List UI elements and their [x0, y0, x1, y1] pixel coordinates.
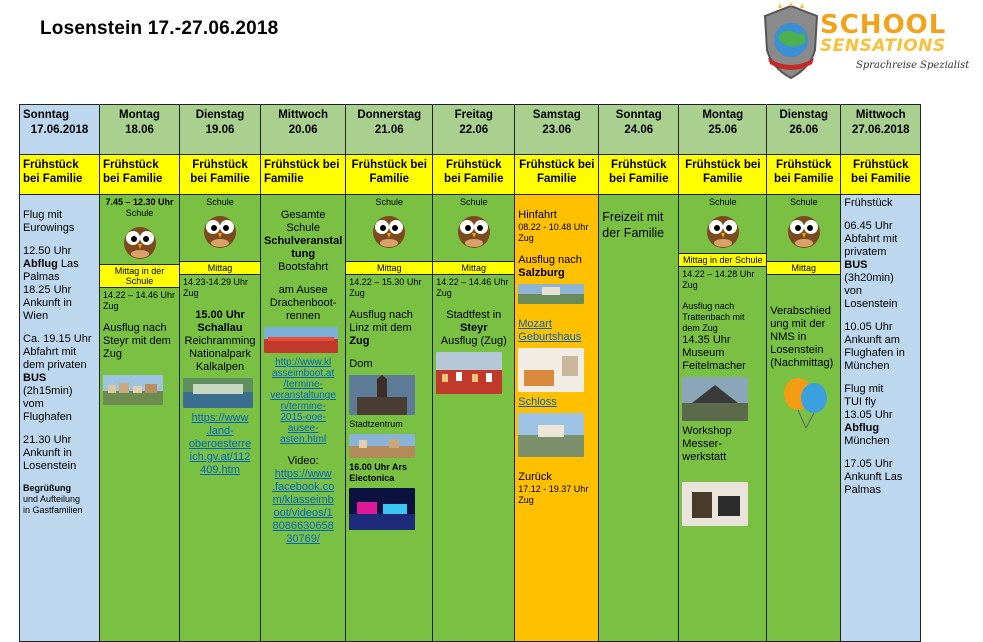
text-bold: Steyr	[460, 322, 488, 334]
text-line: Ausflug nach	[682, 301, 735, 311]
day-name: Montag	[702, 109, 744, 121]
text-line: Losenstein	[770, 344, 824, 356]
text-line: Flughafen	[23, 411, 72, 423]
text-line: Flug mit	[23, 209, 63, 221]
owl-icon	[122, 222, 158, 260]
day-name: Freitag	[454, 109, 493, 121]
day-date: 17.06.2018	[30, 124, 89, 136]
text-line: Ankunft Las	[844, 471, 903, 483]
text-bold: 15.00 Uhr	[195, 309, 245, 321]
breakfast-cell: Frühstück bei Familie	[346, 155, 433, 195]
schloss-photo	[518, 413, 584, 457]
day-header	[679, 105, 767, 155]
text-line: von	[844, 285, 863, 297]
day-date: 23.06	[542, 124, 572, 136]
time-text: 08.22 - 10.48 Uhr	[518, 222, 589, 232]
salzburg-photo	[518, 284, 584, 304]
school-label: Schule	[790, 197, 818, 207]
text-bold: BUS	[23, 372, 47, 384]
link-line: .facebook.co	[271, 481, 335, 493]
link-line: veranstaltunge	[270, 390, 336, 401]
text-line: Nationalpark	[189, 348, 251, 360]
text-line: in Gastfamilien	[23, 505, 83, 515]
lunch-label: Mittag	[767, 261, 840, 275]
text-line: TUI fly	[844, 396, 877, 408]
breakfast-cell: Frühstück bei Familie	[679, 155, 767, 195]
day-date: 18.06	[125, 124, 154, 136]
text-line: Verabschied	[770, 305, 831, 317]
link-line: https://www	[274, 468, 332, 480]
ars-electronica-photo	[349, 488, 415, 530]
text-line: Gesamte	[280, 209, 326, 221]
text-bold: Abflug	[23, 258, 58, 270]
page-title: Losenstein 17.-27.06.2018	[40, 18, 279, 39]
train-label: Zug	[103, 301, 119, 311]
owl-icon	[371, 211, 407, 249]
day-date: 19.06	[205, 124, 235, 136]
link-line: m/klasseimb	[272, 494, 334, 506]
text-line: Steyr mit dem	[103, 335, 171, 347]
text-line: (2h15min)	[23, 385, 73, 397]
day-date: 27.06.2018	[851, 124, 910, 136]
day-date: 21.06	[374, 124, 404, 136]
day-date: 24.06	[624, 124, 654, 136]
day-name: Dienstag	[779, 109, 829, 121]
owl-icon	[456, 211, 492, 249]
school-label: Schule	[460, 197, 488, 207]
text-line: 17.05 Uhr	[844, 458, 893, 470]
day-date: 20.06	[288, 124, 318, 136]
text-line: Workshop	[682, 425, 732, 437]
day-header	[100, 105, 180, 155]
text-line: Kalkalpen	[195, 361, 245, 373]
link-line: 409.htm	[200, 464, 240, 476]
lunch-label: Mittag in der Schule	[679, 253, 766, 267]
lunch-label: Mittag	[433, 261, 514, 275]
text-bold: BUS	[844, 259, 868, 271]
day-name: Mittwoch	[855, 109, 906, 121]
text-line: Bootsfahrt	[278, 261, 329, 273]
text-line: Linz mit dem	[349, 322, 412, 334]
breakfast-cell: Frühstück bei Familie	[841, 155, 921, 195]
text-line: Palmas	[844, 484, 881, 496]
school-label: Schule	[125, 208, 154, 218]
text-line: (3h20min)	[844, 272, 894, 284]
link-line: asseimboot.at	[272, 368, 335, 379]
text-line: Ankunft am	[844, 334, 900, 346]
text-line: Feitelmacher	[682, 360, 746, 372]
breakfast-cell: Frühstück bei Familie	[767, 155, 841, 195]
text-line: werkstatt	[682, 451, 727, 463]
text-bold: Electonica	[349, 473, 395, 483]
day-name: Donnerstag	[357, 109, 422, 121]
day-header	[841, 105, 921, 155]
text-line: Ausflug nach	[349, 309, 413, 321]
school-sensations-logo	[760, 2, 980, 82]
text-line: privatem	[844, 246, 887, 258]
workshop-photo	[682, 482, 748, 526]
breakfast-cell: Frühstück bei Familie	[515, 155, 599, 195]
text-line: 21.30 Uhr	[23, 434, 72, 446]
text-line: Messer-	[682, 438, 722, 450]
text-line: Hinfahrt	[518, 209, 557, 221]
text-line: 06.45 Uhr	[844, 220, 893, 232]
text-line: Eurowings	[23, 222, 75, 234]
text-line: Ca. 19.15 Uhr	[23, 333, 92, 345]
train-label: Zug	[518, 233, 534, 243]
owl-icon	[705, 211, 741, 249]
cell-mittwoch-20	[261, 195, 346, 642]
text-line: 13.05 Uhr	[844, 409, 893, 421]
text-line: Museum	[682, 347, 725, 359]
link-line: Mozart	[518, 318, 552, 330]
text-line: Schule	[286, 222, 320, 234]
day-header	[599, 105, 679, 155]
day-header	[20, 105, 100, 155]
train-label: Zug	[349, 288, 365, 298]
lunch-label: Mittag in der Schule	[100, 264, 179, 288]
activity-row	[20, 195, 921, 642]
school-label: Schule	[375, 197, 404, 207]
museum-photo	[682, 377, 748, 421]
day-header	[261, 105, 346, 155]
day-header	[180, 105, 261, 155]
link-line: oot/videos/1	[273, 507, 333, 519]
day-name: Dienstag	[195, 109, 245, 121]
day-header	[515, 105, 599, 155]
text-line: Abfahrt mit	[23, 346, 77, 358]
text-bold: Abflug	[844, 422, 880, 434]
steyr-photo	[103, 375, 163, 405]
breakfast-cell: Frühstück bei Familie	[100, 155, 180, 195]
text-line: Reichramming	[184, 335, 256, 347]
train-time: 14.22 – 14.46 Uhr	[436, 277, 509, 287]
text-line: Abfahrt mit	[844, 233, 898, 245]
breakfast-cell: Frühstück bei Familie	[599, 155, 679, 195]
day-date: 25.06	[708, 124, 738, 136]
breakfast-cell: Frühstück bei Familie	[261, 155, 346, 195]
video-label: Video:	[287, 455, 319, 467]
train-time: 14.23-14.29 Uhr	[183, 277, 249, 287]
text-bold: 16.00 Uhr Ars	[349, 462, 407, 472]
balloons-icon	[776, 374, 836, 430]
text-line: Las	[57, 258, 79, 270]
text-line: 12.50 Uhr	[23, 245, 72, 257]
text-line: Palmas	[23, 271, 60, 283]
owl-icon	[786, 211, 822, 249]
day-name: Montag	[119, 109, 160, 121]
day-name: Sonntag	[23, 109, 69, 121]
train-label: Zug	[183, 288, 199, 298]
text-line: vom	[23, 398, 44, 410]
text-line: Zug	[103, 348, 122, 360]
schloss-link[interactable]: Schloss	[518, 396, 557, 408]
link-line: n/termine-	[280, 401, 326, 412]
train-label: Zug	[436, 288, 452, 298]
cell-sonntag-24	[599, 195, 679, 642]
train-label: Zug	[518, 495, 534, 505]
text-line: 10.05 Uhr	[844, 321, 893, 333]
text-bold: Zug	[349, 335, 370, 347]
text-line: Ankunft in	[23, 297, 72, 309]
link-line: Geburtshaus	[518, 331, 582, 343]
day-name: Mittwoch	[278, 109, 329, 121]
text-line: Ankunft in	[23, 447, 72, 459]
logo-tagline: Sprachreise Spezialist	[856, 60, 970, 71]
text-line: Zurück	[518, 471, 552, 483]
time-text: 17.12 - 19.37 Uhr	[518, 484, 589, 494]
cell-dienstag-19	[180, 195, 261, 642]
train-time: 14.22 – 15.30 Uhr	[349, 277, 422, 287]
text-line: der Familie	[602, 226, 665, 240]
cell-samstag-23	[515, 195, 599, 642]
link-line: 30769/	[286, 533, 320, 545]
text-line: (Nachmittag)	[770, 357, 834, 369]
text-line: Dom	[349, 358, 373, 370]
link-line: ich.gv.at/112	[189, 451, 251, 463]
link-line: asten.html	[280, 434, 327, 445]
cell-mittwoch-27	[841, 195, 921, 642]
logo-line2: SENSATIONS	[820, 36, 946, 56]
kalkalpen-link[interactable]	[183, 412, 257, 477]
breakfast-row	[20, 155, 921, 195]
text-line: NMS in	[770, 331, 807, 343]
train-time: 14.22 – 14.28 Uhr	[682, 269, 755, 279]
logo-line1: SCHOOL	[820, 10, 947, 40]
cell-dienstag-26	[767, 195, 841, 642]
day-header	[433, 105, 515, 155]
schedule-table	[19, 104, 921, 642]
time-text: 7.45 – 12.30 Uhr	[105, 197, 174, 207]
day-date: 22.06	[459, 124, 489, 136]
dragonboat-photo	[264, 327, 338, 353]
text-line: Losenstein	[23, 460, 77, 472]
text-line: Freizeit mit	[602, 210, 664, 224]
link-line: /termine-	[283, 379, 323, 390]
link-line: https://www	[191, 412, 249, 424]
text-line: Ausflug nach	[103, 322, 167, 334]
cell-donnerstag-21	[346, 195, 433, 642]
text-line: rennen	[286, 310, 321, 322]
text-line: Stadtzentrum	[349, 419, 403, 429]
text-line: ung mit der	[770, 318, 826, 330]
text-line: München	[844, 360, 890, 372]
train-time: 14.22 – 14.46 Uhr	[103, 290, 176, 300]
breakfast-cell: Frühstück bei Familie	[180, 155, 261, 195]
dragonboat-link[interactable]	[264, 357, 342, 445]
text-bold: Salzburg	[518, 267, 565, 279]
text-line: Ausflug nach	[518, 254, 582, 266]
text-bold: Begrüßung	[23, 483, 71, 493]
stadtzentrum-photo	[349, 434, 415, 458]
cell-sonntag-17	[20, 195, 100, 642]
day-header	[346, 105, 433, 155]
text-line: Stadtfest in	[446, 309, 502, 321]
text-line: Trattenbach mit	[682, 312, 745, 322]
link-line: http://www.kl	[275, 357, 332, 368]
crest-icon	[760, 2, 822, 80]
lunch-label: Mittag	[180, 261, 260, 275]
link-line: ausee-	[287, 423, 319, 434]
mozart-link[interactable]	[518, 318, 595, 344]
day-header-row	[20, 105, 921, 155]
school-label: Schule	[206, 197, 234, 207]
cell-freitag-22	[433, 195, 515, 642]
text-line: Drachenboot-	[269, 297, 337, 309]
day-name: Sonntag	[615, 109, 662, 121]
text-line: dem privaten	[23, 359, 87, 371]
owl-icon	[202, 211, 238, 249]
text-line: München	[844, 435, 890, 447]
breakfast-cell: Frühstück bei Familie	[433, 155, 515, 195]
text-line: Ausflug (Zug)	[440, 335, 507, 347]
lunch-label: Mittag	[346, 261, 432, 275]
link-line: 2015-ooe-	[280, 412, 326, 423]
text-line: 18.25 Uhr	[23, 284, 72, 296]
text-line: Losenstein	[844, 298, 898, 310]
day-header	[767, 105, 841, 155]
cell-montag-25	[679, 195, 767, 642]
day-name: Samstag	[532, 109, 581, 121]
text-bold: Schallau	[197, 322, 243, 334]
text-bold: tung	[291, 248, 316, 260]
video-link[interactable]	[264, 468, 342, 546]
text-line: und Aufteilung	[23, 494, 81, 504]
link-line: 8086630658	[272, 520, 334, 532]
day-date: 26.06	[789, 124, 819, 136]
link-line: oberoesterre	[188, 438, 252, 450]
kalkalpen-photo	[183, 378, 253, 408]
school-label: Schule	[709, 197, 737, 207]
text-line: Flug mit	[844, 383, 884, 395]
dom-photo	[349, 375, 415, 415]
cell-montag-18	[100, 195, 180, 642]
text-line: Flughafen in	[844, 347, 905, 359]
text-line: Wien	[23, 310, 49, 322]
text-line: dem Zug	[682, 323, 718, 333]
stadtfest-photo	[436, 352, 502, 394]
text-line: am Ausee	[278, 284, 328, 296]
text-bold: Schulveranstal	[264, 235, 343, 247]
mozart-house-photo	[518, 348, 584, 392]
train-label: Zug	[682, 280, 698, 290]
text-line: Frühstück	[844, 197, 893, 209]
breakfast-cell: Frühstück bei Familie	[20, 155, 100, 195]
text-line: 14.35 Uhr	[682, 334, 731, 346]
link-line: .land-	[206, 425, 234, 437]
